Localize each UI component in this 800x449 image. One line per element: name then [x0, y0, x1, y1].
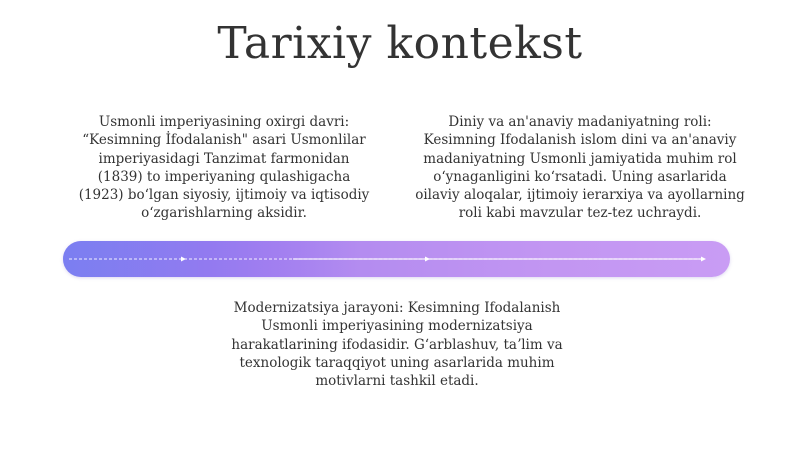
context-block-religion-culture: Diniy va an'anaviy madaniyatning roli: Kesimning Ifodalanish islom dini va an'anaviy madaniyatning Usmonli jamiyatida muhim rol oʻynaganligini koʻrsatadi. Uning asarlarida oilaviy aloqalar, ijtimoiy ierarxiya va ayollarning roli kabi mavzular tez-tez uchraydi. [415, 114, 745, 222]
slide-title: Tarixiy kontekst [217, 18, 583, 69]
arrow-head-3-icon [701, 257, 706, 262]
context-block-modernization: Modernizatsiya jarayoni: Kesimning Ifodalanish Usmonli imperiyasining modernizatsiya harakatlarining ifodasidir. Gʻarblashuv, taʼlim va texnologik taraqqiyot uning asarlarida muhim motivlarni tashkil etadi. [231, 300, 563, 390]
context-block-ottoman-late-period: Usmonli imperiyasining oxirgi davri: “Kesimning İfodalanish" asari Usmonlilar imperiyasidagi Tanzimat farmonidan (1839) to imperiyaning qulashigacha (1923) boʻlgan siyosiy, ijtimoiy va iqtisodiy oʻzgarishlarning aksidir. [78, 114, 370, 222]
arrow-head-1-icon [181, 257, 186, 262]
arrow-head-2-icon [425, 257, 430, 262]
timeline-bar [63, 241, 730, 277]
timeline-arrows [63, 241, 730, 277]
